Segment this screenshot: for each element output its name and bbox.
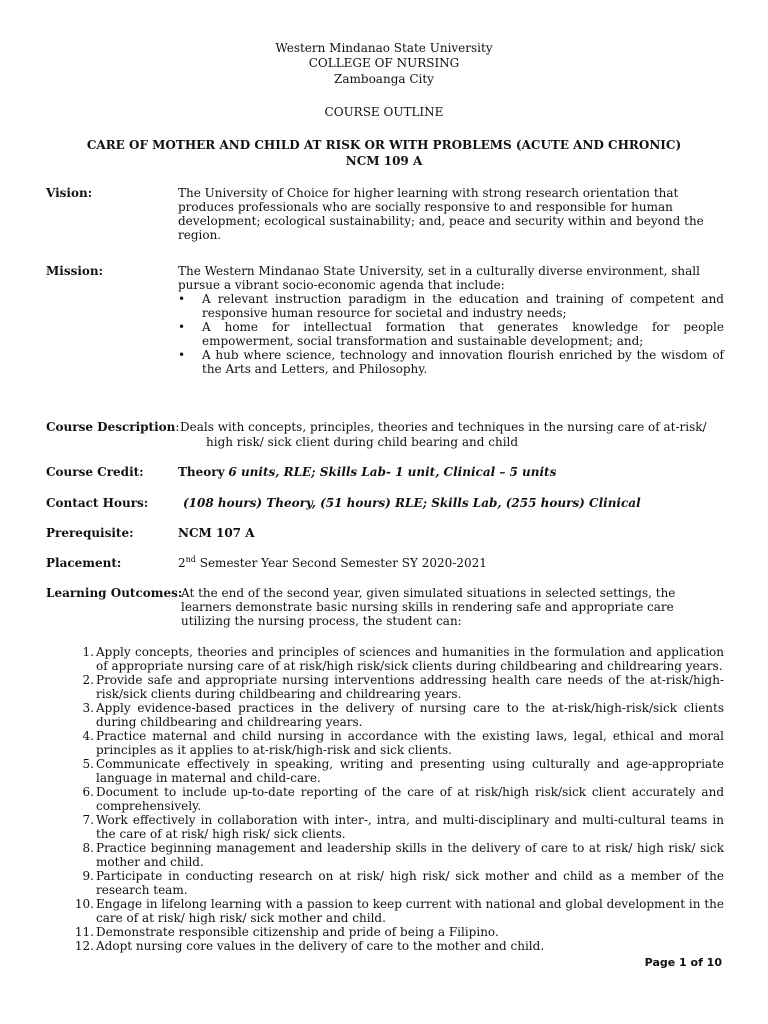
list-item: 11. Demonstrate responsible citizenship and pride of being a Filipino. (74, 925, 499, 939)
mission-content (178, 264, 724, 376)
list-item: 1. Apply concepts, theories and principles of sciences and humanities in the formulation and application of appropriate nursing care of at risk/high risk/sick clients during childbearing and childrearing years. (82, 645, 724, 673)
course-code: NCM 109 A (345, 154, 423, 168)
university-name: Western Mindanao State University (275, 41, 493, 55)
college-name: COLLEGE OF NURSING (308, 56, 460, 70)
course-title: CARE OF MOTHER AND CHILD AT RISK OR WITH PROBLEMS (ACUTE AND CHRONIC) (86, 138, 682, 152)
bullet-icon: • (178, 348, 186, 362)
vision-text: The University of Choice for higher learning with strong research orientation that produces professionals who are socially responsive to and responsible for human development; ecological sustainability; and, peace and security within and beyond the region. (178, 186, 704, 242)
list-item: 2. Provide safe and appropriate nursing interventions addressing health care needs of the at-risk/high-risk/sick clients during childbearing and childrearing years. (82, 673, 724, 701)
document-page: Western Mindanao State University COLLEGE OF NURSING Zamboanga City COURSE OUTLINE CARE OF MOTHER AND CHILD AT RISK OR WITH PROBLEMS (ACUTE AND CHRONIC) NCM 109 A Vision: The University of Choice for higher learning with strong research orientation that produces professionals who are socially responsive to and responsible for human development; ecological sustainability; and, peace and security within and beyond the region. Mission: The Western Mindanao State University, set in a culturally diverse environment, shall pursue a vibrant socio-economic agenda that include: • A relevant instruction paradigm in the education and training of competent and responsive human resource for societal and industry needs; • A home for intellectual formation that generates knowledge for people empowerment, social transformation and sustainable development; and; • A hub where science, technology and innovation flourish enriched by the wisdom of the Arts and Letters, and Philosophy. Course Description: Deals with concepts, principles, theories and techniques in the nursing care of at-risk/ high risk/ sick client during child bearing and child Course Credit: Theory 6 units, RLE; Skills Lab- 1 unit, Clinical – 5 units Contact Hours: (108 hours) Theory, (51 hours) RLE; Skills Lab, (255 hours) Clinical Prerequisite: NCM 107 A Placement: 2nd Semester Year Second Semester SY 2020-2021 Learning Outcomes: At the end of the second year, given simulated situations in selected settings, the learners demonstrate basic nursing skills in rendering safe and appropriate care utilizing the nursing process, the student can: 1. Apply concepts, theories and principles of sciences and humanities in the formulation and application of appropriate nursing care of at risk/high risk/sick clients during childbearing and childrearing years. 2. Provide safe and appropriate nursing interventions addressing health care needs of the at-risk/high-risk/sick clients during childbearing and childrearing years. 3. Apply evidence-based practices in the delivery of nursing care to the at-risk/high-risk/sick clients during childbearing and childrearing years. 4. Practice maternal and child nursing in accordance with the existing laws, legal, ethical and moral principles as it applies to at-risk/high-risk and sick clients. 5. Communicate effectively in speaking, writing and presenting using culturally and age-appropriate language in maternal and child-care. 6. Document to include up-to-date reporting of the care of at risk/high risk/sick client accurately and comprehensively. 7. Work effectively in collaboration with inter-, intra, and multi-disciplinary and multi-cultural teams in the care of at risk/ high risk/ sick clients. 8. Practice beginning management and leadership skills in the delivery of care to at risk/ high risk/ sick mother and child. 9. Participate in conducting research on at risk/ high risk/ sick mother and child as a member of the research team. 10. Engage in lifelong learning with a passion to keep current with national and global development in the care of at risk/ high risk/ sick mother and child. 11. Demonstrate responsible citizenship and pride of being a Filipino. 12. Adopt nursing core values in the delivery of care to the mother and child. Page 1 of 10 (0, 0, 768, 1024)
list-item: 10. Engage in lifelong learning with a passion to keep current with national and global development in the care of at risk/ high risk/ sick mother and child. (74, 897, 724, 925)
mission-bullet: • A home for intellectual formation that generates knowledge for people empowerment, social transformation and sustainable development; and; (178, 320, 724, 348)
mission-bullet: • A relevant instruction paradigm in the education and training of competent and responsive human resource for societal and industry needs; (178, 292, 724, 320)
mission-intro: The Western Mindanao State University, set in a culturally diverse environment, shall pursue a vibrant socio-economic agenda that include: (178, 264, 700, 292)
page-number: Page 1 of 10 (644, 956, 722, 969)
course-description-label: Course Description (46, 420, 176, 434)
mission-bullet: • A hub where science, technology and innovation flourish enriched by the wisdom of the Arts and Letters, and Philosophy. (178, 348, 724, 376)
contact-hours-label: Contact Hours: (46, 496, 149, 510)
placement-label: Placement: (46, 556, 122, 570)
mission-label: Mission: (46, 264, 104, 278)
course-description-line2: high risk/ sick client during child bearing and child (206, 435, 519, 449)
bullet-icon: • (178, 320, 186, 334)
list-item: 7. Work effectively in collaboration with inter-, intra, and multi-disciplinary and multi-cultural teams in the care of at risk/ high risk/ sick clients. (82, 813, 724, 841)
learning-outcomes-intro: At the end of the second year, given simulated situations in selected settings, the learners demonstrate basic nursing skills in rendering safe and appropriate care utilizing the nursing process, the student can: (181, 586, 676, 628)
list-item: 9. Participate in conducting research on at risk/ high risk/ sick mother and child as a member of the research team. (82, 869, 724, 897)
mission-bullets (178, 292, 724, 376)
bullet-icon: • (178, 292, 186, 306)
prerequisite-value: NCM 107 A (178, 526, 255, 540)
prerequisite-label: Prerequisite: (46, 526, 134, 540)
contact-hours-value: (108 hours) Theory, (51 hours) RLE; Skills Lab, (255 hours) Clinical (183, 496, 641, 510)
course-credit-value: Theory 6 units, RLE; Skills Lab- 1 unit, Clinical – 5 units (178, 465, 557, 479)
course-description-line1: Deals with concepts, principles, theories and techniques in the nursing care of at-risk/ (180, 420, 707, 434)
list-item: 3. Apply evidence-based practices in the delivery of nursing care to the at-risk/high-risk/sick clients during childbearing and childrearing years. (82, 701, 724, 729)
list-item: 12. Adopt nursing core values in the delivery of care to the mother and child. (74, 939, 545, 953)
list-item: 4. Practice maternal and child nursing in accordance with the existing laws, legal, ethical and moral principles as it applies to at-risk/high-risk and sick clients. (82, 729, 724, 757)
document-type: COURSE OUTLINE (324, 105, 444, 119)
list-item: 8. Practice beginning management and leadership skills in the delivery of care to at risk/ high risk/ sick mother and child. (82, 841, 724, 869)
placement-value: 2nd Semester Year Second Semester SY 2020-2021 (178, 555, 487, 570)
course-credit-label: Course Credit: (46, 465, 144, 479)
list-item: 6. Document to include up-to-date reporting of the care of at risk/high risk/sick client accurately and comprehensively. (82, 785, 724, 813)
learning-outcomes-label: Learning Outcomes: (46, 586, 183, 600)
list-item: 5. Communicate effectively in speaking, writing and presenting using culturally and age-appropriate language in maternal and child-care. (82, 757, 724, 785)
city-name: Zamboanga City (334, 72, 434, 86)
learning-outcomes-list (46, 645, 724, 953)
vision-label: Vision: (46, 186, 93, 200)
